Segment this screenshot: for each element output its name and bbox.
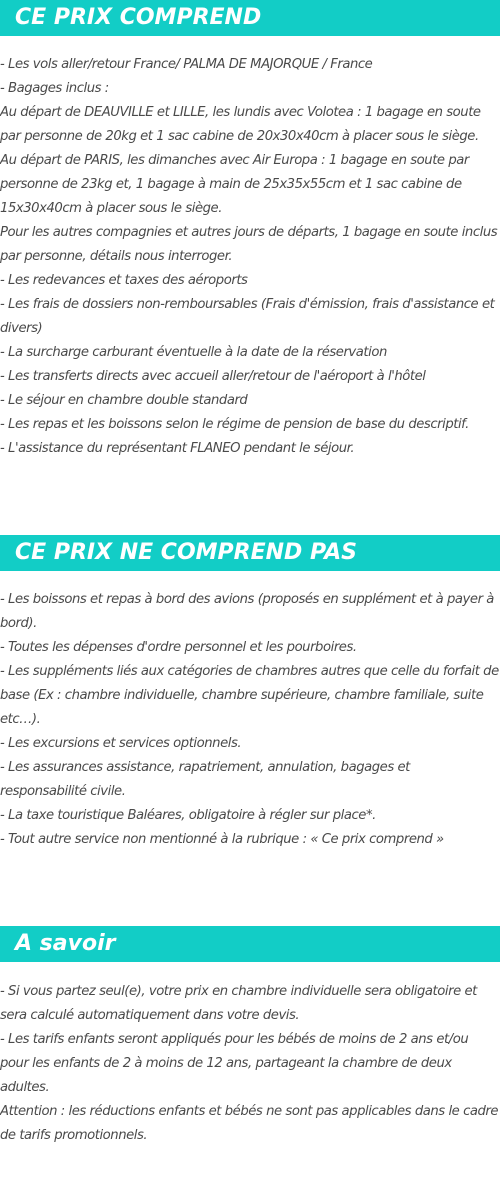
list-item: - Les suppléments liés aux catégories de chambres autres que celle du forfait de base (Ex : chambre individuelle, chambre supérieure, chambre familiale, suite etc…). <box>0 664 499 727</box>
list-item: - Tout autre service non mentionné à la rubrique : « Ce prix comprend » <box>0 832 444 847</box>
section-title-includes: CE PRIX COMPREND <box>0 0 500 36</box>
list-item: - La taxe touristique Baléares, obligatoire à régler sur place*. <box>0 808 376 823</box>
list-item: Pour les autres compagnies et autres jours de départs, 1 bagage en soute inclus par personne, détails nous interroger. <box>0 225 498 264</box>
list-item: - Les frais de dossiers non-remboursables (Frais d'émission, frais d'assistance et divers) <box>0 297 495 336</box>
includes-list <box>0 53 500 461</box>
list-item: - Toutes les dépenses d'ordre personnel et les pourboires. <box>0 640 357 655</box>
list-item: - Les tarifs enfants seront appliqués pour les bébés de moins de 2 ans et/ou pour les enfants de 2 à moins de 12 ans, partageant la chambre de deux adultes. <box>0 1032 469 1095</box>
list-item: Attention : les réductions enfants et bébés ne sont pas applicables dans le cadre de tarifs promotionnels. <box>0 1104 499 1143</box>
list-item: - Si vous partez seul(e), votre prix en chambre individuelle sera obligatoire et sera calculé automatiquement dans votre devis. <box>0 984 477 1023</box>
section-title-excludes: CE PRIX NE COMPREND PAS <box>0 535 500 571</box>
list-item: - Le séjour en chambre double standard <box>0 393 248 408</box>
list-item: - Les assurances assistance, rapatriement, annulation, bagages et responsabilité civile. <box>0 760 410 799</box>
list-item: - Les vols aller/retour France/ PALMA DE MAJORQUE / France <box>0 57 373 72</box>
list-item: Au départ de PARIS, les dimanches avec Air Europa : 1 bagage en soute par personne de 23kg et, 1 bagage à main de 25x35x55cm et 1 sac cabine de 15x30x40cm à placer sous le siège. <box>0 153 469 216</box>
section-title-good-to-know: A savoir <box>0 926 500 962</box>
list-item: - Les redevances et taxes des aéroports <box>0 273 248 288</box>
excludes-list <box>0 588 500 852</box>
list-item: Au départ de DEAUVILLE et LILLE, les lundis avec Volotea : 1 bagage en soute par personne de 20kg et 1 sac cabine de 20x30x40cm à placer sous le siège. <box>0 105 481 144</box>
list-item: - Les boissons et repas à bord des avions (proposés en supplément et à payer à bord). <box>0 592 494 631</box>
list-item: - L'assistance du représentant FLANEO pendant le séjour. <box>0 441 355 456</box>
list-item: - Bagages inclus : <box>0 81 109 96</box>
list-item: - Les excursions et services optionnels. <box>0 736 242 751</box>
list-item: - Les repas et les boissons selon le régime de pension de base du descriptif. <box>0 417 469 432</box>
list-item: - La surcharge carburant éventuelle à la date de la réservation <box>0 345 387 360</box>
good-to-know-list <box>0 980 500 1148</box>
list-item: - Les transferts directs avec accueil aller/retour de l'aéroport à l'hôtel <box>0 369 426 384</box>
